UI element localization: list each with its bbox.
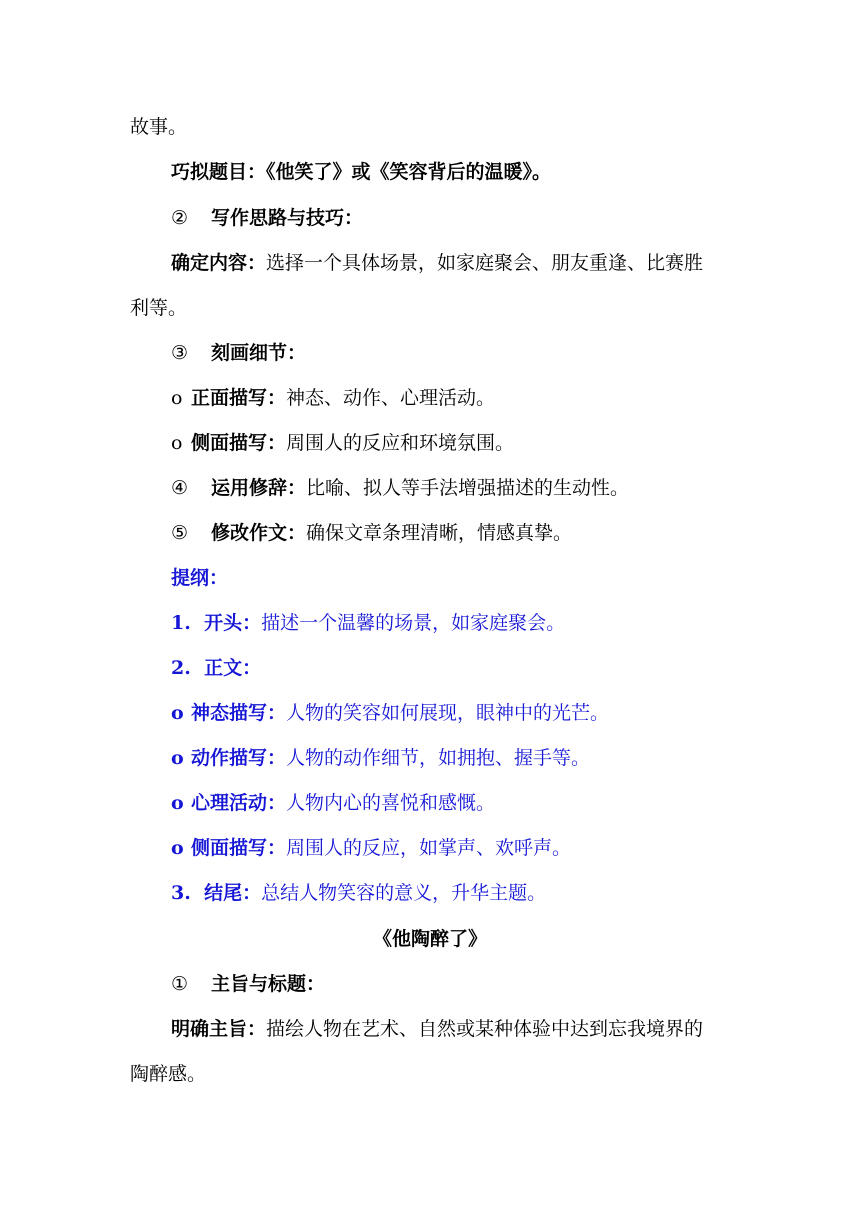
section-title <box>0 927 860 951</box>
bold-label: 修改作文： <box>211 522 307 544</box>
heading-text: 提纲： <box>171 567 229 589</box>
bullet-marker: o <box>171 837 184 859</box>
paragraph-text: 选择一个具体场景，如家庭聚会、朋友重逢、比赛胜 <box>266 252 704 274</box>
paragraph-text: 描述一个温馨的场景，如家庭聚会。 <box>261 612 566 634</box>
bold-label: 动作描写： <box>191 747 287 769</box>
title-suggestion: 巧拟题目：《他笑了》或《笑容背后的温暖》。 <box>171 161 552 183</box>
numbered-line <box>171 521 572 545</box>
text-line <box>171 251 703 275</box>
paragraph-text: 周围人的反应，如掌声、欢呼声。 <box>286 837 572 859</box>
bold-label: 侧面描写： <box>191 837 287 859</box>
bold-label: 运用修辞： <box>211 477 307 499</box>
text-line <box>130 115 187 139</box>
outline-item <box>171 881 546 905</box>
bold-label: 确定内容： <box>171 252 267 274</box>
bold-label: 正面描写： <box>191 387 287 409</box>
bold-label: 心理活动： <box>191 792 287 814</box>
bold-label: 神态描写： <box>191 702 287 724</box>
circled-number: ③ <box>171 342 189 364</box>
paragraph-text: 比喻、拟人等手法增强描述的生动性。 <box>306 477 630 499</box>
bullet-marker: o <box>171 747 184 769</box>
outline-bullet <box>171 836 571 860</box>
bullet-marker: o <box>171 387 183 409</box>
paragraph-text: 总结人物笑容的意义，升华主题。 <box>261 882 547 904</box>
bullet-line <box>171 431 514 455</box>
bold-label: 2. 正文： <box>171 657 262 679</box>
section-title-text: 《他陶醉了》 <box>372 928 487 950</box>
bullet-line <box>171 386 495 410</box>
numbered-heading <box>171 972 325 996</box>
paragraph-text: 人物的动作细节，如拥抱、握手等。 <box>286 747 591 769</box>
paragraph-text: 故事。 <box>130 116 188 138</box>
paragraph-text: 神态、动作、心理活动。 <box>286 387 496 409</box>
circled-number: ⑤ <box>171 522 189 544</box>
heading-text: 写作思路与技巧： <box>211 207 364 229</box>
text-line <box>171 1017 703 1041</box>
heading-text: 刻画细节： <box>211 342 307 364</box>
outline-heading <box>171 566 228 590</box>
bold-label: 1. 开头： <box>171 612 262 634</box>
bold-label: 侧面描写： <box>191 432 287 454</box>
paragraph-text: 利等。 <box>130 297 188 319</box>
circled-number: ① <box>171 973 189 995</box>
outline-bullet <box>171 701 609 725</box>
paragraph-text: 人物的笑容如何展现，眼神中的光芒。 <box>286 702 610 724</box>
bullet-marker: o <box>171 702 184 724</box>
bold-label: 3. 结尾： <box>171 882 262 904</box>
paragraph-text: 周围人的反应和环境氛围。 <box>286 432 515 454</box>
outline-item <box>171 656 261 680</box>
paragraph-text: 陶醉感。 <box>130 1063 207 1085</box>
circled-number: ④ <box>171 477 189 499</box>
bullet-marker: o <box>171 792 184 814</box>
text-line <box>171 160 551 184</box>
circled-number: ② <box>171 207 189 229</box>
paragraph-text: 人物内心的喜悦和感慨。 <box>286 792 496 814</box>
heading-text: 主旨与标题： <box>211 973 326 995</box>
numbered-heading <box>171 206 363 230</box>
numbered-line <box>171 476 629 500</box>
text-line <box>130 296 187 320</box>
bullet-marker: o <box>171 432 183 454</box>
paragraph-text: 描绘人物在艺术、自然或某种体验中达到忘我境界的 <box>266 1018 704 1040</box>
outline-bullet <box>171 791 495 815</box>
numbered-heading <box>171 341 306 365</box>
outline-bullet <box>171 746 590 770</box>
paragraph-text: 确保文章条理清晰，情感真挚。 <box>306 522 573 544</box>
text-line <box>130 1062 206 1086</box>
bold-label: 明确主旨： <box>171 1018 267 1040</box>
outline-item <box>171 611 565 635</box>
